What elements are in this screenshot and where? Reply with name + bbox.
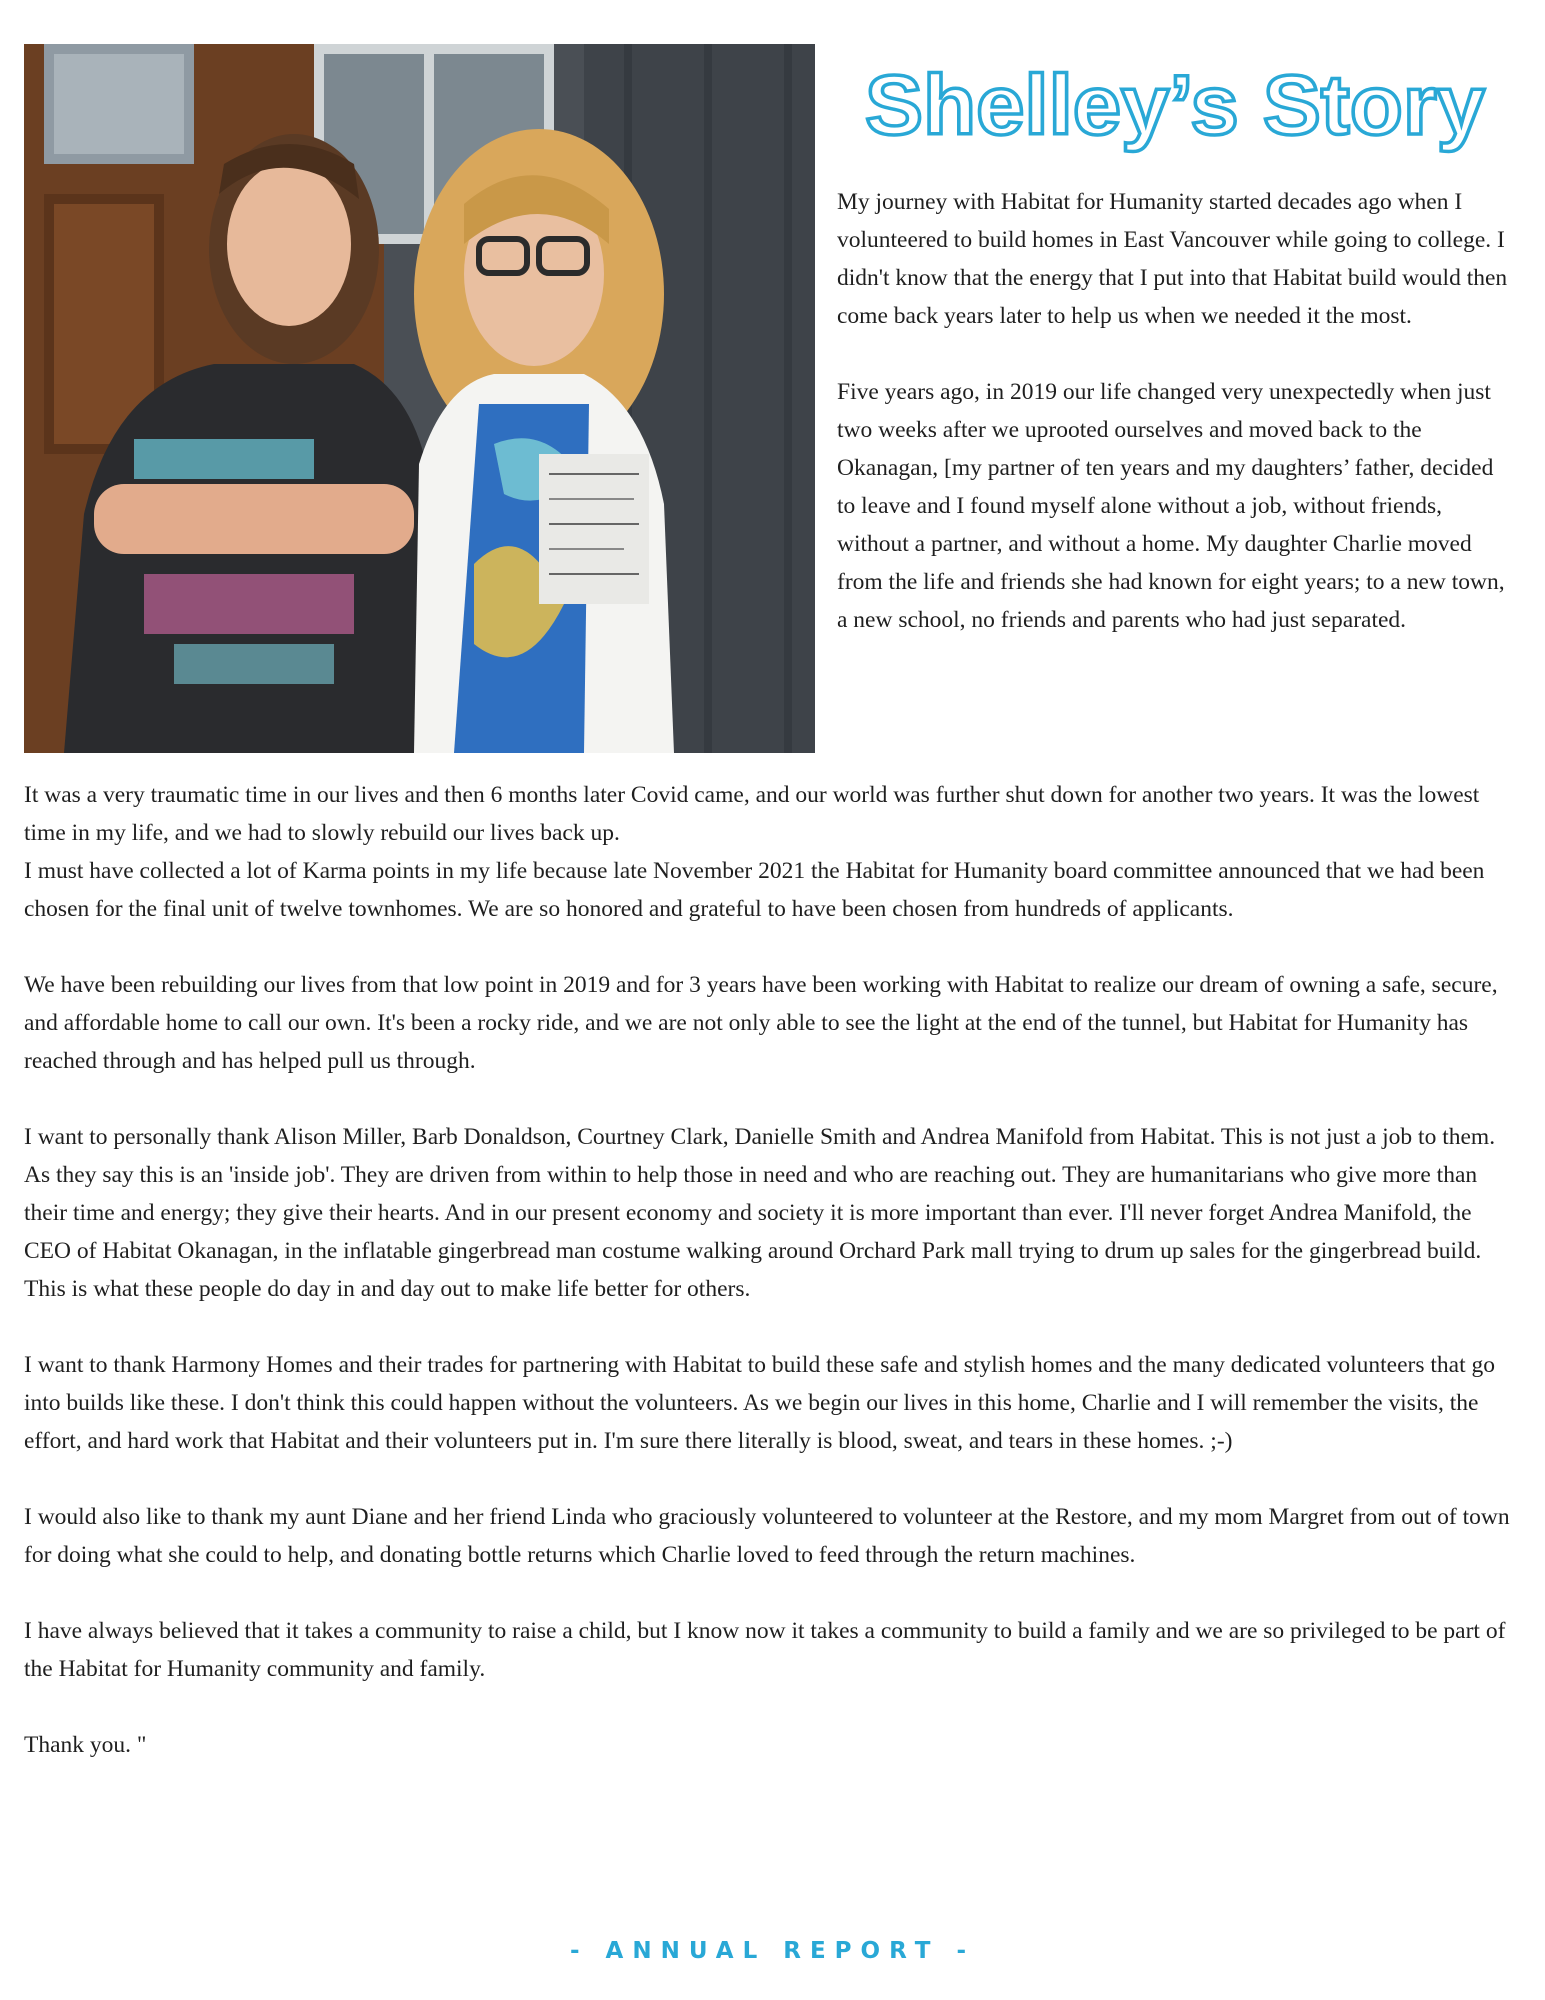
story-title	[840, 52, 1510, 162]
intro-text-column	[837, 183, 1517, 639]
body-paragraph: We have been rebuilding our lives from that low point in 2019 and for 3 years have been working with Habitat to realize our dream of owning a safe, secure, and affordable home to call our own. It's been a rocky ride, and we are not only able to see the light at the end of the tunnel, but Habitat for Humanity has reached through and has helped pull us through.	[24, 972, 1498, 1074]
body-paragraph: I would also like to thank my aunt Diane and her friend Linda who graciously volunteered to volunteer at the Restore, and my mom Margret from out of town for doing what she could to help, and donating bottle returns which Charlie loved to feed through the return machines.	[24, 1504, 1510, 1568]
body-paragraph: I want to thank Harmony Homes and their trades for partnering with Habitat to build these safe and stylish homes and the many dedicated volunteers that go into builds like these. I don't think this could happen without the volunteers. As we begin our lives in this home, Charlie and I will remember the visits, the effort, and hard work that Habitat and their volunteers put in. I'm sure there literally is blood, sweat, and tears in these homes. ;-)	[24, 1352, 1495, 1454]
intro-paragraph: My journey with Habitat for Humanity started decades ago when I volunteered to build homes in East Vancouver while going to college. I didn't know that the energy that I put into that Habitat build would then come back years later to help us when we needed it the most.	[837, 189, 1508, 329]
family-portrait-photo	[24, 44, 815, 753]
body-paragraph: It was a very traumatic time in our lives and then 6 months later Covid came, and our world was further shut down for another two years. It was the lowest time in my life, and we had to slowly rebuild our lives back up.	[24, 782, 1480, 846]
body-paragraph: I have always believed that it takes a community to raise a child, but I know now it takes a community to build a family and we are so privileged to be part of the Habitat for Humanity community and family.	[24, 1618, 1506, 1682]
closing-line: Thank you. "	[24, 1732, 147, 1758]
annual-report-footer: - ANNUAL REPORT -	[569, 1938, 976, 1964]
body-paragraph: I must have collected a lot of Karma points in my life because late November 2021 the Habitat for Humanity board committee announced that we had been chosen for the final unit of twelve townhomes. We are so honored and grateful to have been chosen from hundreds of applicants.	[24, 858, 1485, 922]
body-paragraph: I want to personally thank Alison Miller, Barb Donaldson, Courtney Clark, Danielle Smith and Andrea Manifold from Habitat. This is not just a job to them. As they say this is an 'inside job'. They are driven from within to help those in need and who are reaching out. They are humanitarians who give more than their time and energy; they give their hearts. And in our present economy and society it is more important than ever. I'll never forget Andrea Manifold, the CEO of Habitat Okanagan, in the inflatable gingerbread man costume walking around Orchard Park mall trying to drum up sales for the gingerbread build. This is what these people do day in and day out to make life better for others.	[24, 1124, 1496, 1302]
story-title-text: Shelley’s Story	[865, 58, 1486, 152]
intro-paragraph: Five years ago, in 2019 our life changed very unexpectedly when just two weeks after we uprooted ourselves and moved back to the Okanagan, [my partner of ten years and my daughters’ father, decided to leave and I found myself alone without a job, without friends, without a partner, and without a home. My daughter Charlie moved from the life and friends she had known for eight years; to a new town, a new school, no friends and parents who had just separated.	[837, 379, 1505, 633]
story-body	[24, 776, 1524, 1764]
